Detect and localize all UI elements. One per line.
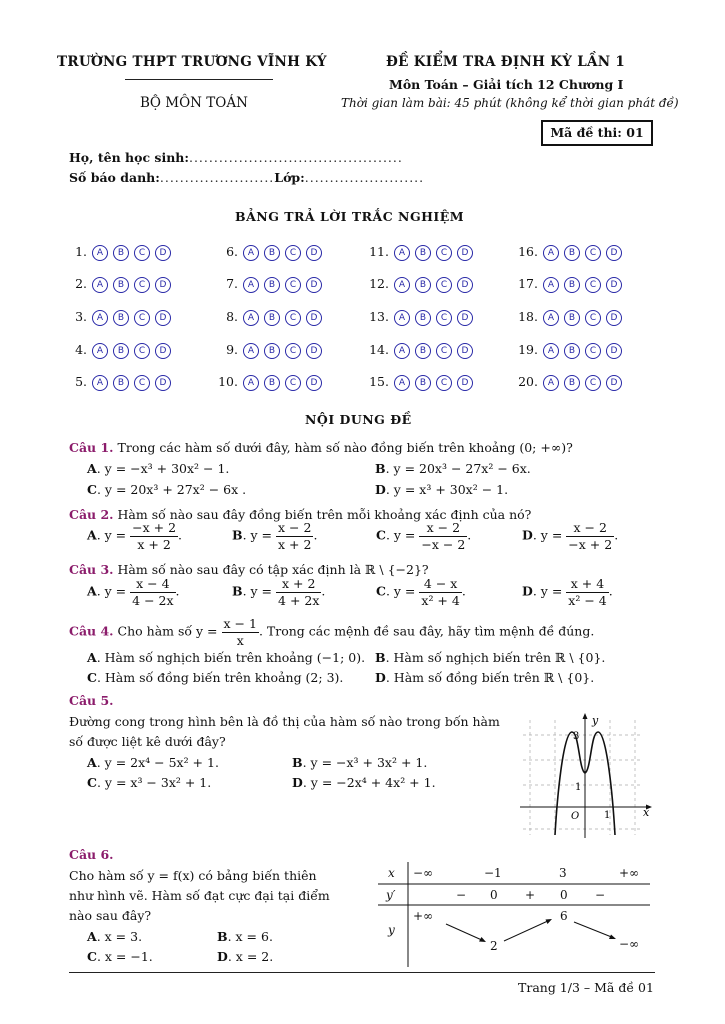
answer-bubble-12-b[interactable]: B	[415, 277, 431, 293]
answer-number: 2.	[75, 276, 87, 291]
answer-bubble-18-a[interactable]: A	[543, 310, 559, 326]
answer-bubble-9-d[interactable]: D	[306, 343, 322, 359]
answer-bubble-13-c[interactable]: C	[436, 310, 452, 326]
q5-option-a-text: y = 2x⁴ − 5x² + 1.	[104, 755, 219, 770]
answer-number: 16.	[518, 244, 538, 259]
q2-b-den: x + 2	[278, 536, 312, 552]
answer-bubble-13-b[interactable]: B	[415, 310, 431, 326]
vt-sign-1: 0	[490, 888, 498, 902]
vt-x-0: −∞	[413, 866, 434, 880]
question-4-text-pre: Cho hàm số y =	[117, 623, 218, 639]
question-6-line3: nào sau đây?	[69, 908, 152, 923]
answer-bubble-3-d[interactable]: D	[155, 310, 171, 326]
q5-option-b[interactable]: B. y = −x³ + 3x² + 1.	[292, 755, 428, 770]
answer-bubble-16-b[interactable]: B	[564, 245, 580, 261]
q4-func-den: x	[236, 632, 244, 648]
answer-bubble-12-c[interactable]: C	[436, 277, 452, 293]
q4-option-a[interactable]: A. Hàm số nghịch biến trên khoảng (−1; 0).	[87, 650, 366, 665]
answer-bubble-20-a[interactable]: A	[543, 375, 559, 391]
q6-option-a-text: x = 3.	[104, 929, 143, 944]
graph-tick-y3: 3	[573, 731, 580, 742]
q1-option-a-text: y = −x³ + 30x² − 1.	[104, 461, 230, 476]
answer-bubble-19-d[interactable]: D	[606, 343, 622, 359]
exam-code-box: Mã đề thi: 01	[541, 120, 653, 146]
q1-option-b-text: y = 20x³ − 27x² − 6x.	[393, 461, 531, 476]
graph-origin-label: O	[571, 811, 580, 822]
student-id-label: Số báo danh:	[69, 170, 160, 185]
answer-number: 10.	[218, 374, 238, 389]
answer-row-13	[359, 309, 473, 326]
question-1	[69, 440, 573, 455]
answer-row-8	[214, 309, 322, 326]
answer-number: 17.	[518, 276, 538, 291]
q5-option-d-text: y = −2x⁴ + 4x² + 1.	[310, 775, 436, 790]
q6-option-d[interactable]: D. x = 2.	[217, 949, 274, 964]
exam-time: Thời gian làm bài: 45 phút (không kể thời gian phát đề)	[341, 96, 679, 110]
answer-bubble-14-b[interactable]: B	[415, 343, 431, 359]
q5-option-a[interactable]: A. y = 2x⁴ − 5x² + 1.	[87, 755, 219, 770]
answer-bubble-17-a[interactable]: A	[543, 277, 559, 293]
answer-bubble-12-d[interactable]: D	[457, 277, 473, 293]
answer-bubble-2-d[interactable]: D	[155, 277, 171, 293]
question-6-line1: Cho hàm số y = f(x) có bảng biến thiên	[69, 868, 317, 883]
graph-tick-y1: 1	[575, 782, 582, 793]
q6-option-d-text: x = 2.	[235, 949, 274, 964]
question-3	[69, 562, 429, 577]
answer-bubble-5-c[interactable]: C	[134, 375, 150, 391]
answer-number: 5.	[75, 374, 87, 389]
q2-c-den: −x − 2	[421, 536, 466, 552]
answer-bubble-9-c[interactable]: C	[285, 343, 301, 359]
q3-c-num: 4 − x	[419, 576, 461, 593]
answer-row-4	[69, 342, 171, 359]
answer-number: 6.	[226, 244, 238, 259]
answer-bubble-6-a[interactable]: A	[243, 245, 259, 261]
answer-row-5	[69, 374, 171, 391]
q6-option-c[interactable]: C. x = −1.	[87, 949, 153, 964]
answer-row-15	[359, 374, 473, 391]
school-name: TRƯỜNG THPT TRƯƠNG VĨNH KÝ	[57, 54, 327, 70]
answer-row-3	[69, 309, 171, 326]
answer-number: 11.	[369, 244, 389, 259]
answer-bubble-7-b[interactable]: B	[264, 277, 280, 293]
question-4-text-post: . Trong các mệnh đề sau đây, hãy tìm mệnh đề đúng.	[258, 623, 595, 639]
question-4-label: Câu 4.	[69, 623, 114, 639]
answer-bubble-16-a[interactable]: A	[543, 245, 559, 261]
q2-option-d[interactable]: D. y = $\frac{x - 2}{-x + 2}$ .	[522, 520, 619, 552]
q2-b-num: x − 2	[278, 520, 312, 535]
answer-bubble-14-c[interactable]: C	[436, 343, 452, 359]
answer-bubble-11-b[interactable]: B	[415, 245, 431, 261]
vt-x-2: 3	[559, 866, 567, 880]
answer-bubble-2-b[interactable]: B	[113, 277, 129, 293]
q1-option-a[interactable]: A. y = −x³ + 30x² − 1.	[87, 461, 230, 476]
q1-option-d[interactable]: D. y = x³ + 30x² − 1.	[375, 482, 509, 497]
exam-title: ĐỀ KIỂM TRA ĐỊNH KỲ LẦN 1	[386, 54, 626, 70]
q4-option-d[interactable]: D. Hàm số đồng biến trên ℝ \ {0}.	[375, 670, 595, 685]
answer-bubble-10-a[interactable]: A	[243, 375, 259, 391]
answer-bubble-1-a[interactable]: A	[92, 245, 108, 261]
student-name-dots: ...........................................	[188, 150, 403, 165]
q5-option-c-text: y = x³ − 3x² + 1.	[104, 775, 212, 790]
answer-bubble-4-b[interactable]: B	[113, 343, 129, 359]
question-2-label: Câu 2.	[69, 507, 114, 522]
question-5-line2: số được liệt kê dưới đây?	[69, 734, 226, 749]
answer-bubble-8-d[interactable]: D	[306, 310, 322, 326]
q4-option-a-text: Hàm số nghịch biến trên khoảng (−1; 0).	[104, 650, 366, 665]
answer-row-10	[214, 374, 322, 391]
vt-x-head: x	[388, 866, 395, 880]
q5-option-c[interactable]: C. y = x³ − 3x² + 1.	[87, 775, 212, 790]
q4-option-c[interactable]: C. Hàm số đồng biến trên khoảng (2; 3).	[87, 670, 344, 685]
answer-row-11	[359, 244, 473, 261]
answer-number: 15.	[369, 374, 389, 389]
answer-row-18	[508, 309, 622, 326]
q5-option-b-text: y = −x³ + 3x² + 1.	[310, 755, 428, 770]
answer-bubble-17-b[interactable]: B	[564, 277, 580, 293]
answer-bubble-17-c[interactable]: C	[585, 277, 601, 293]
q2-a-den: x + 2	[137, 536, 171, 552]
vt-yp-head: y′	[386, 888, 396, 902]
q5-option-d[interactable]: D. y = −2x⁴ + 4x² + 1.	[292, 775, 436, 790]
variation-table	[378, 862, 650, 967]
q1-option-d-text: y = x³ + 30x² − 1.	[393, 482, 509, 497]
q3-b-den: 4 + 2x	[278, 592, 320, 608]
answer-bubble-1-c[interactable]: C	[134, 245, 150, 261]
answer-number: 20.	[518, 374, 538, 389]
arrow-up	[504, 920, 550, 941]
answer-row-1	[69, 244, 171, 261]
student-name-label: Họ, tên học sinh:	[69, 150, 189, 165]
answer-bubble-7-c[interactable]: C	[285, 277, 301, 293]
q6-option-b[interactable]: B. x = 6.	[217, 929, 273, 944]
answer-bubble-20-d[interactable]: D	[606, 375, 622, 391]
answer-bubble-7-a[interactable]: A	[243, 277, 259, 293]
answer-bubble-15-c[interactable]: C	[436, 375, 452, 391]
question-3-label: Câu 3.	[69, 562, 114, 577]
answer-bubble-9-b[interactable]: B	[264, 343, 280, 359]
vt-sign-3: 0	[560, 888, 568, 902]
student-id-dots: .......................	[159, 170, 275, 185]
answer-bubble-10-d[interactable]: D	[306, 375, 322, 391]
answer-bubble-18-d[interactable]: D	[606, 310, 622, 326]
answer-bubble-15-a[interactable]: A	[394, 375, 410, 391]
vt-sign-4: −	[595, 888, 606, 902]
class-dots: ........................	[304, 170, 425, 185]
answer-bubble-5-a[interactable]: A	[92, 375, 108, 391]
answer-row-20	[508, 374, 622, 391]
answer-row-12	[359, 276, 473, 293]
answer-bubble-10-c[interactable]: C	[285, 375, 301, 391]
answer-bubble-3-c[interactable]: C	[134, 310, 150, 326]
answer-number: 13.	[369, 309, 389, 324]
q3-option-c[interactable]: C. y = $\frac{4 - x}{\text{x² + 4}}$ .	[376, 576, 466, 608]
answer-number: 9.	[226, 342, 238, 357]
answer-bubble-3-b[interactable]: B	[113, 310, 129, 326]
page-footer: Trang 1/3 – Mã đề 01	[518, 980, 654, 995]
arrow-down-2	[574, 922, 614, 938]
answer-bubble-20-b[interactable]: B	[564, 375, 580, 391]
content-title: NỘI DUNG ĐỀ	[305, 412, 412, 427]
answer-number: 4.	[75, 342, 87, 357]
answer-bubble-2-a[interactable]: A	[92, 277, 108, 293]
exam-subject: Môn Toán – Giải tích 12 Chương I	[389, 77, 624, 92]
q2-d-den: −x + 2	[568, 536, 613, 552]
footer-rule	[69, 972, 655, 973]
answer-row-7	[214, 276, 322, 293]
answer-bubble-19-c[interactable]: C	[585, 343, 601, 359]
answer-row-9	[214, 342, 322, 359]
answer-number: 12.	[369, 276, 389, 291]
answer-bubble-4-d[interactable]: D	[155, 343, 171, 359]
answer-number: 7.	[226, 276, 238, 291]
answer-bubble-8-b[interactable]: B	[264, 310, 280, 326]
header-divider	[125, 79, 273, 80]
vt-y-head: y	[388, 923, 395, 937]
answer-bubble-15-b[interactable]: B	[415, 375, 431, 391]
answer-bubble-14-d[interactable]: D	[457, 343, 473, 359]
answer-bubble-9-a[interactable]: A	[243, 343, 259, 359]
question-3-text: Hàm số nào sau đây có tập xác định là ℝ \ {−2}?	[117, 562, 429, 577]
question-6-line2: như hình vẽ. Hàm số đạt cực đại tại điểm	[69, 888, 330, 903]
q4-option-d-text: Hàm số đồng biến trên ℝ \ {0}.	[393, 670, 595, 685]
q1-option-c-text: y = 20x³ + 27x² − 6x .	[104, 482, 247, 497]
answer-row-17	[508, 276, 622, 293]
question-2-text: Hàm số nào sau đây đồng biến trên mỗi khoảng xác định của nó?	[117, 507, 532, 522]
q6-option-b-text: x = 6.	[235, 929, 273, 944]
vt-y-2: 6	[560, 909, 568, 923]
q3-a-den: 4 − 2x	[132, 592, 174, 608]
q6-option-c-text: x = −1.	[104, 949, 153, 964]
question-5-line1: Đường cong trong hình bên là đồ thị của hàm số nào trong bốn hàm	[69, 714, 500, 729]
answer-bubble-19-a[interactable]: A	[543, 343, 559, 359]
q3-option-d[interactable]: D. y = $\frac{x + 4}{\text{x² − 4}}$ .	[522, 576, 613, 608]
vt-y-3: −∞	[619, 937, 640, 951]
q4-option-b-text: Hàm số nghịch biến trên ℝ \ {0}.	[393, 650, 606, 665]
answer-bubble-16-c[interactable]: C	[585, 245, 601, 261]
q3-d-num: x + 4	[566, 576, 608, 593]
answer-bubble-8-a[interactable]: A	[243, 310, 259, 326]
answer-bubble-5-d[interactable]: D	[155, 375, 171, 391]
q2-d-num: x − 2	[566, 520, 614, 537]
q2-option-b[interactable]: B. y = $\frac{x - 2}{x + 2}$ .	[232, 520, 318, 552]
answer-bubble-6-c[interactable]: C	[285, 245, 301, 261]
answer-bubble-18-c[interactable]: C	[585, 310, 601, 326]
graph-x-label: x	[643, 806, 650, 819]
student-name-field	[69, 150, 403, 165]
q2-c-num: x − 2	[419, 520, 467, 537]
answer-number: 3.	[75, 309, 87, 324]
q2-option-c[interactable]: C. y = $\frac{x - 2}{-x - 2}$ .	[376, 520, 472, 552]
answer-number: 8.	[226, 309, 238, 324]
q1-option-c[interactable]: C. y = 20x³ + 27x² − 6x .	[87, 482, 247, 497]
answer-bubble-7-d[interactable]: D	[306, 277, 322, 293]
q4-option-b[interactable]: B. Hàm số nghịch biến trên ℝ \ {0}.	[375, 650, 606, 665]
y-axis-arrow	[583, 713, 588, 719]
class-label: Lớp:	[274, 170, 305, 185]
q3-option-a[interactable]: A. y = $\frac{x - 4}{4 - 2x}$ .	[87, 576, 180, 608]
q3-d-den: x² − 4	[568, 592, 607, 608]
q4-option-c-text: Hàm số đồng biến trên khoảng (2; 3).	[104, 670, 344, 685]
vt-y-0: +∞	[413, 909, 434, 923]
answer-row-14	[359, 342, 473, 359]
answer-bubble-1-d[interactable]: D	[155, 245, 171, 261]
vt-x-1: −1	[484, 866, 502, 880]
graph-y-label: y	[592, 714, 599, 727]
answer-bubble-16-d[interactable]: D	[606, 245, 622, 261]
answer-bubble-1-b[interactable]: B	[113, 245, 129, 261]
answer-bubble-2-c[interactable]: C	[134, 277, 150, 293]
answer-sheet-title: BẢNG TRẢ LỜI TRẮC NGHIỆM	[235, 209, 465, 224]
answer-number: 18.	[518, 309, 538, 324]
answer-bubble-10-b[interactable]: B	[264, 375, 280, 391]
question-1-label: Câu 1.	[69, 440, 114, 455]
graph-grid	[523, 720, 640, 835]
question-4	[69, 616, 594, 648]
student-id-field	[69, 170, 424, 185]
answer-bubble-5-b[interactable]: B	[113, 375, 129, 391]
q3-c-den: x² + 4	[421, 592, 460, 608]
vt-sign-0: −	[456, 888, 467, 902]
answer-bubble-17-d[interactable]: D	[606, 277, 622, 293]
q3-option-b[interactable]: B. y = $\frac{x + 2}{4 + 2x}$ .	[232, 576, 326, 608]
vt-sign-2: +	[525, 888, 536, 902]
answer-bubble-6-b[interactable]: B	[264, 245, 280, 261]
q3-b-num: x + 2	[276, 576, 321, 593]
answer-bubble-3-a[interactable]: A	[92, 310, 108, 326]
question-6-label: Câu 6.	[69, 847, 114, 862]
answer-bubble-11-d[interactable]: D	[457, 245, 473, 261]
answer-bubble-18-b[interactable]: B	[564, 310, 580, 326]
q2-a-num: −x + 2	[132, 520, 177, 535]
q6-option-a[interactable]: A. x = 3.	[87, 929, 143, 944]
answer-bubble-11-a[interactable]: A	[394, 245, 410, 261]
answer-bubble-6-d[interactable]: D	[306, 245, 322, 261]
q5-function-graph	[515, 710, 660, 840]
graph-tick-x1: 1	[604, 810, 611, 821]
arrow-down-1	[446, 924, 484, 941]
q3-a-num: x − 4	[130, 576, 175, 593]
answer-bubble-13-d[interactable]: D	[457, 310, 473, 326]
answer-row-6	[214, 244, 322, 261]
answer-bubble-4-c[interactable]: C	[134, 343, 150, 359]
answer-bubble-14-a[interactable]: A	[394, 343, 410, 359]
answer-bubble-8-c[interactable]: C	[285, 310, 301, 326]
answer-bubble-13-a[interactable]: A	[394, 310, 410, 326]
answer-number: 19.	[518, 342, 538, 357]
answer-bubble-15-d[interactable]: D	[457, 375, 473, 391]
answer-row-19	[508, 342, 622, 359]
q1-option-b[interactable]: B. y = 20x³ − 27x² − 6x.	[375, 461, 531, 476]
question-5-label: Câu 5.	[69, 693, 114, 708]
answer-number: 14.	[369, 342, 389, 357]
answer-bubble-11-c[interactable]: C	[436, 245, 452, 261]
answer-bubble-4-a[interactable]: A	[92, 343, 108, 359]
answer-bubble-20-c[interactable]: C	[585, 375, 601, 391]
q4-func-num: x − 1	[223, 616, 257, 631]
q2-option-a[interactable]: A. y = $\frac{-x + 2}{x + 2}$ .	[87, 520, 183, 552]
vt-y-1: 2	[490, 939, 498, 953]
question-1-text: Trong các hàm số dưới đây, hàm số nào đồng biến trên khoảng (0; +∞)?	[117, 440, 573, 455]
answer-row-16	[508, 244, 622, 261]
answer-bubble-19-b[interactable]: B	[564, 343, 580, 359]
department-name: BỘ MÔN TOÁN	[140, 95, 248, 111]
vt-x-3: +∞	[619, 866, 640, 880]
answer-row-2	[69, 276, 171, 293]
answer-number: 1.	[75, 244, 87, 259]
answer-bubble-12-a[interactable]: A	[394, 277, 410, 293]
